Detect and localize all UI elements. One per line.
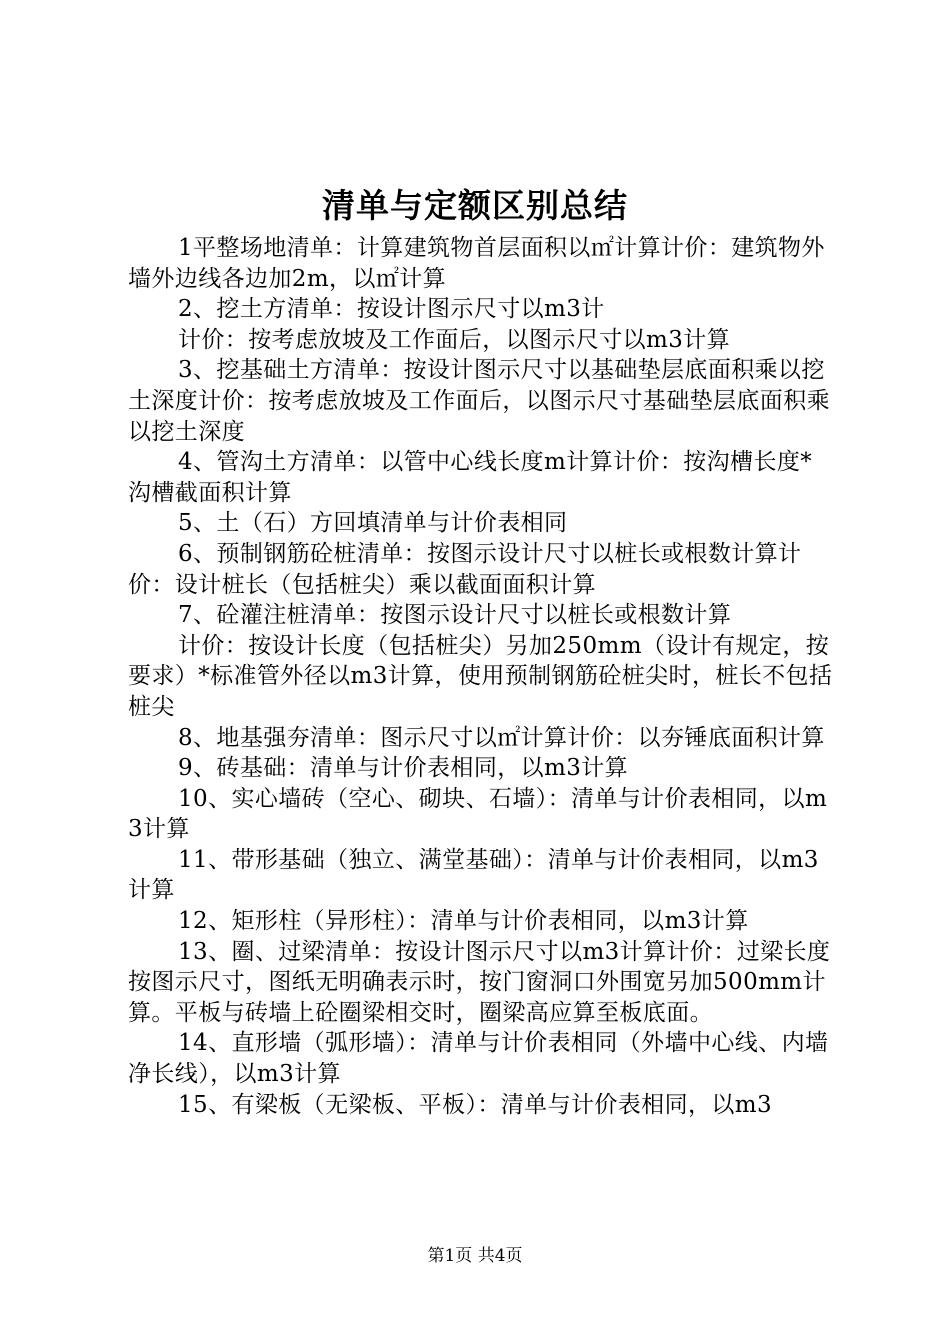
document-body bbox=[128, 233, 834, 1120]
paragraph-1: 1平整场地清单：计算建筑物首层面积以㎡计算计价：建筑物外墙外边线各边加2m，以㎡计算 bbox=[128, 235, 825, 292]
page-number-footer: 第1页 共4页 bbox=[427, 1246, 523, 1266]
paragraph-4: 4、管沟土方清单：以管中心线长度m计算计价：按沟槽长度*沟槽截面积计算 bbox=[128, 449, 813, 506]
paragraph-11: 11、带形基础（独立、满堂基础）：清单与计价表相同，以m3计算 bbox=[128, 846, 819, 904]
paragraph-12: 12、矩形柱（异形柱）：清单与计价表相同，以m3计算 bbox=[178, 908, 749, 935]
paragraph-8: 8、地基强夯清单：图示尺寸以㎡计算计价：以夯锤底面积计算 bbox=[178, 724, 825, 751]
paragraph-14: 14、直形墙（弧形墙）：清单与计价表相同（外墙中心线、内墙净长线），以m3计算 bbox=[128, 1030, 829, 1088]
page-title: 清单与定额区别总结 bbox=[322, 186, 628, 225]
paragraph-13: 13、圈、过梁清单：按设计图示尺寸以m3计算计价：过梁长度按图示尺寸，图纸无明确表示时，按门窗洞口外围宽另加500mm计算。平板与砖墙上砼圈梁相交时，圈梁高应算至板底面。 bbox=[128, 938, 831, 1026]
paragraph-10: 10、实心墙砖（空心、砌块、石墙）：清单与计价表相同，以m3计算 bbox=[128, 785, 828, 843]
paragraph-15: 15、有梁板（无梁板、平板）：清单与计价表相同，以m3 bbox=[178, 1091, 773, 1118]
paragraph-3: 3、挖基础土方清单：按设计图示尺寸以基础垫层底面积乘以挖土深度计价：按考虑放坡及工作面后，以图示尺寸基础垫层底面积乘以挖土深度 bbox=[128, 357, 830, 445]
paragraph-2-continued: 计价：按考虑放坡及工作面后，以图示尺寸以m3计算 bbox=[178, 326, 731, 353]
paragraph-9: 9、砖基础：清单与计价表相同，以m3计算 bbox=[178, 755, 629, 782]
paragraph-6: 6、预制钢筋砼桩清单：按图示设计尺寸以桩长或根数计算计价：设计桩长（包括桩尖）乘以截面面积计算 bbox=[128, 540, 802, 598]
paragraph-2: 2、挖土方清单：按设计图示尺寸以m3计 bbox=[178, 296, 605, 323]
paragraph-7-continued: 计价：按设计长度（包括桩尖）另加250mm（设计有规定，按要求）*标准管外径以m3计算，使用预制钢筋砼桩尖时，桩长不包括桩尖 bbox=[128, 632, 833, 720]
paragraph-5: 5、土（石）方回填清单与计价表相同 bbox=[178, 510, 568, 537]
paragraph-7: 7、砼灌注桩清单：按图示设计尺寸以桩长或根数计算 bbox=[178, 602, 732, 629]
